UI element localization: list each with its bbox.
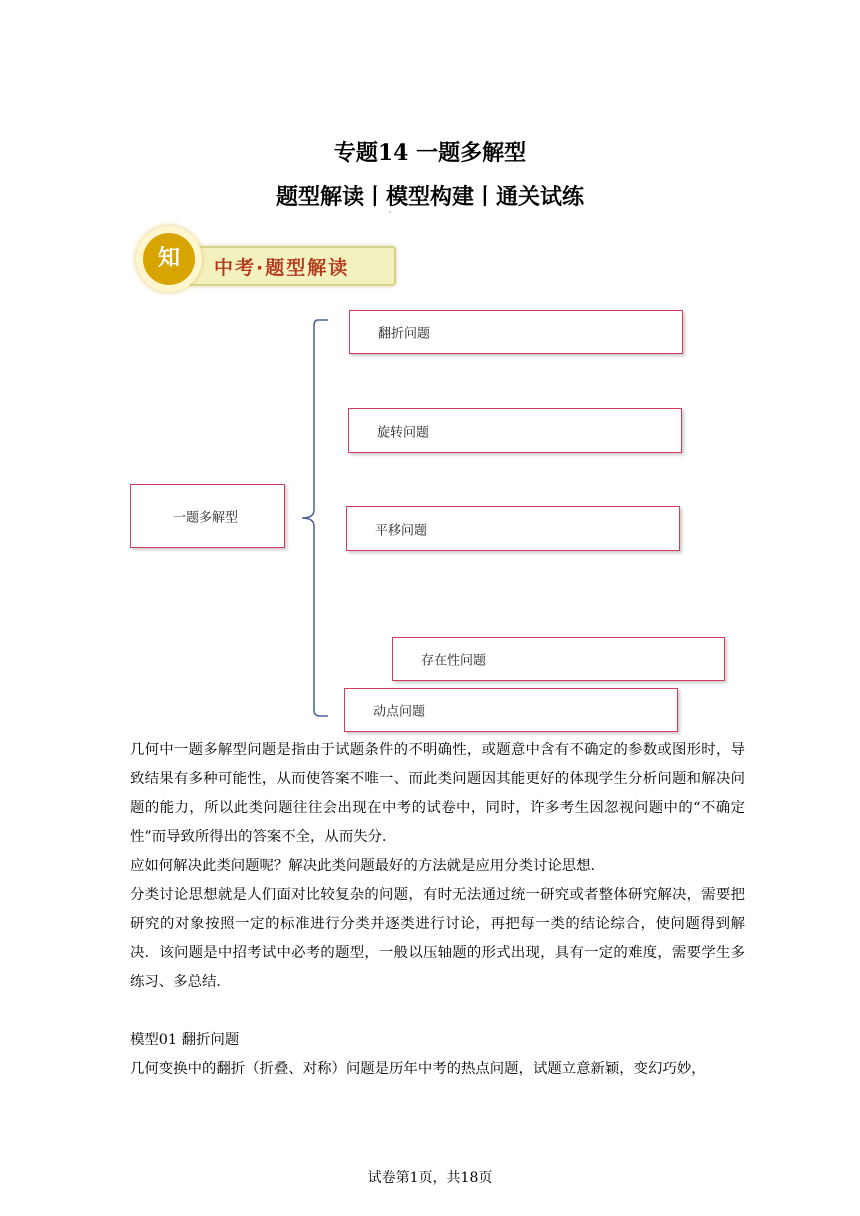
diagram-branch-label: 存在性问题 <box>421 653 487 669</box>
diagram-branch-label: 旋转问题 <box>377 425 430 440</box>
paragraph-question: 应如何解决此类问题呢？解决此类问题最好的方法就是应用分类讨论思想． <box>130 858 605 874</box>
diagram-branch-node <box>346 506 680 551</box>
diagram-branch-label: 动点问题 <box>373 704 426 720</box>
banner-circle-char: 知 <box>143 233 195 285</box>
paragraph-method: 分类讨论思想就是人们面对比较复杂的问题，有时无法通过统一研究或者整体研究解决，需要把研究的对象按照一定的标准进行分类并逐类进行讨论，再把每一类的结论综合，使问题得到解决．该问题是中招考试中必考的题型，一般以压轴题的形式出现，具有一定的难度，需要学生多练习、多总结． <box>130 887 745 990</box>
page-title: 专题14 一题多解型 <box>333 140 527 166</box>
diagram-branch-node <box>349 310 683 354</box>
section-banner <box>136 226 398 296</box>
banner-label: 中考·题型解读 <box>214 257 350 279</box>
section-heading: 模型01 翻折问题 <box>130 1032 240 1048</box>
diagram-branch-node <box>348 408 682 453</box>
page-subtitle: 题型解读丨模型构建丨通关试练 <box>275 184 584 210</box>
diagram-branch-label: 平移问题 <box>375 523 428 538</box>
decorative-mark: ˇ <box>388 212 393 222</box>
brace-connector <box>296 318 336 720</box>
diagram-branch-node <box>392 637 725 681</box>
paragraph-intro: 几何中一题多解型问题是指由于试题条件的不明确性，或题意中含有不确定的参数或图形时，导致结果有多种可能性，从而使答案不唯一、而此类问题因其能更好的体现学生分析问题和解决问题的能力，所以此类问题往往会出现在中考的试卷中，同时，许多考生因忽视问题中的“不确定性”而导致所得出的答案不全，从而失分． <box>130 742 745 845</box>
paragraph-model: 几何变换中的翻折（折叠、对称）问题是历年中考的热点问题，试题立意新颖，变幻巧妙， <box>130 1061 706 1077</box>
diagram-root-node <box>130 484 285 548</box>
diagram-branch-node <box>344 688 678 732</box>
diagram-root-label: 一题多解型 <box>173 510 239 526</box>
diagram-branch-label: 翻折问题 <box>378 326 431 342</box>
banner-circle-icon <box>136 226 202 292</box>
page-footer: 试卷第1页，共18页 <box>367 1170 493 1186</box>
